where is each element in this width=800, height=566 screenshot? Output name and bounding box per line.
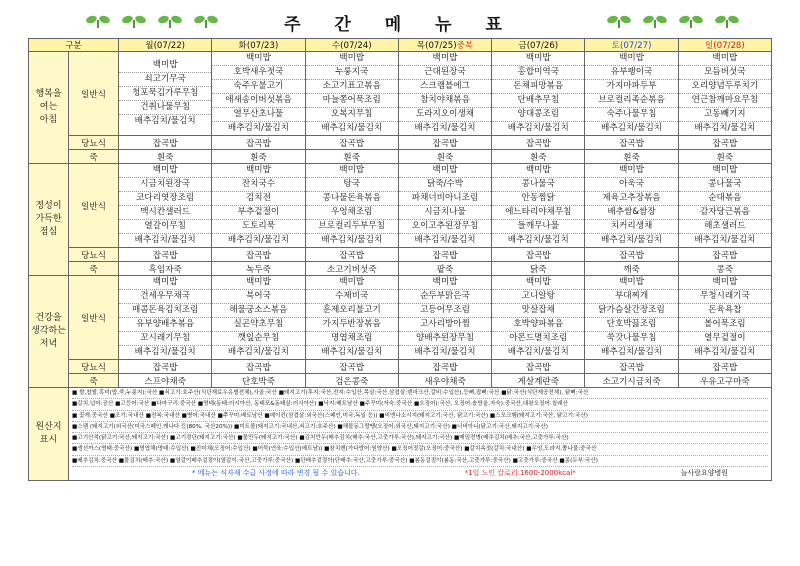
- lunch-diabetic-cell: 잡곡밥: [119, 248, 212, 262]
- menu-item: 배추김치/물김치: [601, 123, 663, 133]
- dinner-porridge-row: [29, 374, 772, 388]
- menu-item: 가지두반장볶음: [306, 318, 398, 332]
- lunch-diabetic-cell: 잡곡밥: [305, 248, 398, 262]
- menu-item: 근대된장국: [399, 66, 491, 80]
- lunch-diabetic-cell: 잡곡밥: [585, 248, 678, 262]
- dinner-diabetic-cell: 잡곡밥: [585, 360, 678, 374]
- origin-label-line: 표시: [39, 435, 58, 446]
- menu-item: 해초샐러드: [679, 220, 771, 234]
- menu-item: 아몬드멸치조림: [492, 332, 584, 346]
- breakfast-porridge-row: [29, 150, 772, 164]
- lunch-diabetic-row: [29, 248, 772, 262]
- menu-item: 백미밥: [679, 276, 771, 290]
- menu-item: 소고기표고볶음: [306, 80, 398, 94]
- menu-item: 시금치된장국: [119, 178, 211, 192]
- lunch-label: [29, 164, 69, 276]
- menu-item: 고니알탕: [492, 290, 584, 304]
- menu-item: 배추김치/물김치: [507, 123, 569, 133]
- lunch-porridge-cell: 녹두죽: [212, 262, 305, 276]
- menu-item: 건세우무채국: [119, 290, 211, 304]
- menu-item: 치커리생채: [585, 220, 677, 234]
- breakfast-label-line: 여는: [39, 102, 58, 112]
- menu-item: 도라지오이생채: [399, 108, 491, 122]
- menu-item: 배추김치/물김치: [134, 347, 196, 357]
- breakfast-menu-cell: [678, 52, 771, 136]
- menu-item: 배추김치/물김치: [414, 347, 476, 357]
- origin-label: [29, 388, 69, 481]
- menu-item: 백미밥: [585, 164, 677, 178]
- menu-item: 백미밥: [212, 52, 304, 66]
- dinner-porridge-cell: 검은콩죽: [305, 374, 398, 388]
- menu-table: [28, 38, 772, 481]
- breakfast-diabetic-cell: 잡곡밥: [212, 136, 305, 150]
- menu-item: 백미밥: [399, 164, 491, 178]
- menu-item: 오리양념두루치기: [679, 80, 771, 94]
- origin-text: [69, 388, 772, 481]
- menu-item: 유부팽이국: [585, 66, 677, 80]
- menu-item: 실곤약초무침: [212, 318, 304, 332]
- menu-item: 연근참깨마요무침: [679, 94, 771, 108]
- menu-item: 도토리묵: [212, 220, 304, 234]
- menu-item: 배추김치/물김치: [507, 347, 569, 357]
- menu-item: 코다리엿장조림: [119, 192, 211, 206]
- menu-item: 숙주나물무침: [585, 108, 677, 122]
- menu-item: 배추김치/물김치: [601, 235, 663, 245]
- dinner-label-line: 건강을: [35, 313, 62, 323]
- breakfast-diabetic-cell: 잡곡밥: [398, 136, 491, 150]
- menu-item: 고동빼기지: [679, 108, 771, 122]
- lunch-porridge-cell: 닭죽: [492, 262, 585, 276]
- breakfast-porridge-cell: 흰죽: [398, 150, 491, 164]
- menu-item: 백미밥: [306, 52, 398, 66]
- menu-item: 깻잎순무침: [212, 332, 304, 346]
- lunch-porridge-cell: 팥죽: [398, 262, 491, 276]
- breakfast-diabetic-cell: 잡곡밥: [305, 136, 398, 150]
- breakfast-menu-cell: [119, 52, 212, 136]
- origin-label-line: 원산지: [35, 422, 62, 433]
- dinner-diabetic-label: 당뇨식: [69, 360, 119, 374]
- breakfast-label-line: 행복을: [35, 89, 62, 99]
- menu-item: 꼬시래기무침: [119, 332, 211, 346]
- sprout-icon: [606, 14, 632, 28]
- dinner-porridge-cell: 새우야채죽: [398, 374, 491, 388]
- menu-item: 우엉채조림: [306, 206, 398, 220]
- dinner-porridge-cell: 소고기시금치죽: [585, 374, 678, 388]
- hospital-name: 늘사랑요양병원: [680, 469, 728, 478]
- menu-item: 가지마파두부: [585, 80, 677, 94]
- menu-item: 콩나물돈육볶음: [306, 192, 398, 206]
- breakfast-porridge-cell: 흰죽: [492, 150, 585, 164]
- menu-item: 순두부맑은국: [399, 290, 491, 304]
- menu-item: 애새송이버섯볶음: [212, 94, 304, 108]
- lunch-porridge-cell: 콩죽: [678, 262, 771, 276]
- dinner-diabetic-cell: 잡곡밥: [678, 360, 771, 374]
- breakfast-label: [29, 52, 69, 164]
- dinner-diabetic-cell: 잡곡밥: [305, 360, 398, 374]
- lunch-diabetic-cell: 잡곡밥: [398, 248, 491, 262]
- menu-item: 숙주우불고기: [212, 80, 304, 94]
- lunch-regular-label: 일반식: [69, 164, 119, 248]
- menu-item: 호박새우젓국: [212, 66, 304, 80]
- origin-line: ■고기산적(닭고기:국산,돼지고기:국산) ■고기경단(돼지고기:국산) ■물만두(돼지고기:국산) ■김치만두(배추김치(배추:국산,고춧가루:국산),돼지고기:국산) ■메밀전병(배추김치(배추:국산,고춧가루:국산): [72, 433, 768, 444]
- menu-item: 백미밥: [212, 164, 304, 178]
- lunch-menu-cell: [119, 164, 212, 248]
- breakfast-porridge-label: 죽: [69, 150, 119, 164]
- menu-item: 돈육욕찹: [679, 304, 771, 318]
- menu-item: 쑥갓나물무침: [585, 332, 677, 346]
- header-day-sun: 일(07/28): [678, 39, 771, 52]
- menu-item: 닭가슴살간장조림: [585, 304, 677, 318]
- dinner-label-line: 저녁: [39, 339, 58, 349]
- lunch-porridge-cell: 흑임자죽: [119, 262, 212, 276]
- lunch-menu-cell: [398, 164, 491, 248]
- menu-item: 백미밥: [212, 276, 304, 290]
- menu-item: 시금치나물: [399, 206, 491, 220]
- menu-item: 무청시래기국: [679, 290, 771, 304]
- breakfast-menu-cell: [305, 52, 398, 136]
- lunch-diabetic-cell: 잡곡밥: [212, 248, 305, 262]
- menu-item: 매콤돈육김치조림: [119, 304, 211, 318]
- menu-item: 부대찌개: [585, 290, 677, 304]
- menu-item: 배추쌈&쌈장: [585, 206, 677, 220]
- menu-item: 배추김치/물김치: [321, 347, 383, 357]
- menu-item: 맥시칸샐러드: [119, 206, 211, 220]
- lunch-porridge-row: [29, 262, 772, 276]
- menu-item: 훈제오리불고기: [306, 304, 398, 318]
- breakfast-porridge-cell: 흰죽: [678, 150, 771, 164]
- lunch-regular-row: [29, 164, 772, 248]
- menu-item: 배추김치/물김치: [414, 123, 476, 133]
- dinner-menu-cell: [492, 276, 585, 360]
- origin-line: ■생선까스(명태:중국산) ■명엽채(명태:수입산) ■진미채(오징어:수입산) ■어묵(연육:수입산(베트남)) ■참치캔(가다랑어:원양산) ■오징어젓갈(오징어:중국산) ■갈치속젓(갈치:국내산) ■우엉,도라지,쫄나물:중국산: [72, 444, 768, 455]
- dinner-menu-cell: [585, 276, 678, 360]
- menu-item: 호박양파볶음: [492, 318, 584, 332]
- origin-line: ■스팸 (돼지고기(외국산(미국스페인,캐나다 등)80%, 국산20%)) ■미트볼(돼지고기:국내산,쇠고기:호주산) ■해물동그랑땡(오징어:외국산,돼지고기:국산) ■너비아니(닭고기:국산,돼지고기:국산): [72, 422, 768, 433]
- menu-item: 홍합미역국: [492, 66, 584, 80]
- menu-item: 명엽채조림: [306, 332, 398, 346]
- menu-item: 잔치국수: [212, 178, 304, 192]
- menu-item: 배추김치/물김치: [694, 235, 756, 245]
- breakfast-diabetic-cell: 잡곡밥: [119, 136, 212, 150]
- lunch-menu-cell: [678, 164, 771, 248]
- breakfast-diabetic-cell: 잡곡밥: [678, 136, 771, 150]
- header-day-mon: 월(07/22): [119, 39, 212, 52]
- menu-item: 건취나물무침: [119, 101, 211, 115]
- menu-item: 배추김치/물김치: [694, 123, 756, 133]
- menu-item: 브로컬리두부무침: [306, 220, 398, 234]
- page-title: 주 간 메 뉴 표: [284, 15, 516, 35]
- menu-item: 수제비국: [306, 290, 398, 304]
- menu-item: 아욱국: [585, 178, 677, 192]
- dinner-menu-cell: [119, 276, 212, 360]
- calorie-note: *1일 노인 칼로리:1600-2000kcal*: [464, 469, 576, 478]
- dinner-menu-cell: [398, 276, 491, 360]
- footer-notes: [72, 467, 768, 480]
- lunch-label-line: 정성이: [35, 201, 62, 211]
- lunch-menu-cell: [585, 164, 678, 248]
- menu-item: 단배추무침: [492, 94, 584, 108]
- menu-item: 청포묵김가루무침: [119, 87, 211, 101]
- sprout-icon: [714, 14, 740, 28]
- menu-item: 고등어무조림: [399, 304, 491, 318]
- lunch-diabetic-label: 당뇨식: [69, 248, 119, 262]
- dinner-porridge-cell: 게살계란죽: [492, 374, 585, 388]
- lunch-porridge-cell: 깨죽: [585, 262, 678, 276]
- lunch-porridge-label: 죽: [69, 262, 119, 276]
- dinner-label: [29, 276, 69, 388]
- breakfast-diabetic-cell: 잡곡밥: [492, 136, 585, 150]
- lunch-menu-cell: [492, 164, 585, 248]
- breakfast-diabetic-row: [29, 136, 772, 150]
- menu-item: 모듬버섯국: [679, 66, 771, 80]
- header-row: [29, 39, 772, 52]
- menu-item: 볼어묵조림: [679, 318, 771, 332]
- dinner-porridge-cell: 스프야채죽: [119, 374, 212, 388]
- menu-item: 배추김치/물김치: [227, 347, 289, 357]
- origin-row: [29, 388, 772, 481]
- menu-item: 순대볶음: [679, 192, 771, 206]
- menu-item: 스크램블에그: [399, 80, 491, 94]
- header-day-tue: 화(07/23): [212, 39, 305, 52]
- breakfast-porridge-cell: 흰죽: [585, 150, 678, 164]
- header-day-sat: 토(07/27): [585, 39, 678, 52]
- menu-item: 맛살잡채: [492, 304, 584, 318]
- menu-item: 백미밥: [585, 276, 677, 290]
- menu-item: 열무산초나물: [212, 108, 304, 122]
- menu-item: 백미밥: [119, 59, 211, 73]
- lunch-menu-cell: [305, 164, 398, 248]
- menu-item: 백미밥: [306, 276, 398, 290]
- lunch-menu-cell: [212, 164, 305, 248]
- dinner-label-line: 생각하는: [31, 326, 66, 336]
- header-day-wed: 수(07/24): [305, 39, 398, 52]
- menu-item: 오이고추된장무침: [399, 220, 491, 234]
- menu-item: 배추김치/물김치: [321, 123, 383, 133]
- menu-item: 마늘쫑어묵조림: [306, 94, 398, 108]
- dinner-porridge-label: 죽: [69, 374, 119, 388]
- dinner-menu-cell: [678, 276, 771, 360]
- menu-item: 백미밥: [492, 276, 584, 290]
- dinner-porridge-cell: 우유고구마죽: [678, 374, 771, 388]
- menu-item: 부추겉절이: [212, 206, 304, 220]
- menu-item: 백미밥: [679, 52, 771, 66]
- breakfast-menu-cell: [398, 52, 491, 136]
- menu-item: 양배추된장무침: [399, 332, 491, 346]
- breakfast-menu-cell: [212, 52, 305, 136]
- dinner-porridge-cell: 단호박죽: [212, 374, 305, 388]
- menu-item: 백미밥: [585, 52, 677, 66]
- origin-line: ■배추김치:중국산 ■물김치(배추:국산) ■열갈이배추겉절이(열갈이:국산,고춧가루:중국산) ■단배추겉절이(단배추:국산,고춧가루:중국산) ■봄동겉절이(봄동:국산,고춧가루:중국산) ■고춧가루:중국산 ■콩(두부:국산): [72, 456, 768, 467]
- menu-item: 콩나물국: [492, 178, 584, 192]
- menu-item: 백미밥: [306, 164, 398, 178]
- menu-item: 오복지무침: [306, 108, 398, 122]
- menu-item: 안동찜닭: [492, 192, 584, 206]
- menu-item: 백미밥: [119, 164, 211, 178]
- breakfast-porridge-cell: 흰죽: [212, 150, 305, 164]
- origin-line: ■ 꽃게:중국산 ■조기:국내산 ■전복:국내산 ■병어:국내산 ■쭈꾸미:베트남산 ■메이킨(삼겹살:외국산(스페인,미국,독일 등)) ■비엔나소시지(돼지고기:국산, 닭고기:국산) ■스모크햄(돼지고기:국산, 닭고기:국산): [72, 411, 768, 422]
- lunch-diabetic-cell: 잡곡밥: [678, 248, 771, 262]
- dinner-menu-cell: [212, 276, 305, 360]
- menu-item: 배추김치/물김치: [414, 235, 476, 245]
- menu-item: 배추김치/물김치: [134, 116, 196, 126]
- menu-item: 누룽지국: [306, 66, 398, 80]
- menu-item: 참치야채볶음: [399, 94, 491, 108]
- breakfast-menu-cell: [585, 52, 678, 136]
- header-gubun: 구분: [29, 39, 119, 52]
- menu-item: 배추김치/물김치: [227, 123, 289, 133]
- menu-item: 배추김치/물김치: [601, 347, 663, 357]
- menu-item: 콩나물국: [679, 178, 771, 192]
- menu-item: 감자당근볶음: [679, 206, 771, 220]
- menu-item: 쇠고기무국: [119, 73, 211, 87]
- lunch-porridge-cell: 소고기버섯죽: [305, 262, 398, 276]
- lunch-label-line: 가득한: [35, 214, 62, 224]
- menu-item: 탕국: [306, 178, 398, 192]
- menu-item: 김치전: [212, 192, 304, 206]
- sprout-icon: [642, 14, 668, 28]
- dinner-menu-cell: [305, 276, 398, 360]
- menu-item: 북어국: [212, 290, 304, 304]
- sprout-icon: [678, 14, 704, 28]
- menu-item: 돈채피망볶음: [492, 80, 584, 94]
- breakfast-menu-cell: [492, 52, 585, 136]
- origin-line: ■ 쌀,찹쌀,흑미(밥,죽,누룽지):국산 ■쇠고기:호주산(식단재료우유별전체),사골:국산 ■돼지고기(후지:국산,전지:수입산,목살:국산,삼겹살:덴마크산,갈비:수입산),등뼈,잡뼈:국산 ■닭:국산(식단제공전체), 닭뼈:국산: [72, 388, 768, 399]
- menu-item: 배추김치/물김치: [134, 235, 196, 245]
- menu-item: 배추김치/물김치: [694, 347, 756, 357]
- sprout-decoration-right: [606, 14, 740, 28]
- header-day-fri: 금(07/26): [492, 39, 585, 52]
- menu-item: 배추김치/물김치: [507, 235, 569, 245]
- change-notice: * 메뉴는 식자재 수급 사정에 따라 변경 될 수 있습니다.: [192, 469, 360, 478]
- menu-item: 제육고추장볶음: [585, 192, 677, 206]
- dinner-diabetic-cell: 잡곡밥: [492, 360, 585, 374]
- breakfast-porridge-cell: 흰죽: [119, 150, 212, 164]
- breakfast-label-line: 아침: [39, 115, 58, 125]
- menu-item: 고사리방아찜: [399, 318, 491, 332]
- menu-item: 파채너비아니조림: [399, 192, 491, 206]
- header-day-thu: 목(07/25)중복: [398, 39, 491, 52]
- origin-line: ■갈치,넙어:공산 ■고등어:국산 ■다마구리:중국산 ■명태(동태:러시아산, 동태포&동태살:러시아산) ■낙지:베트남산 ■주꾸미(자숙:중국산 ■오징어(:국산, 오징어:솔방울,자숙):중국산,대왕오징어:칠레산: [72, 399, 768, 410]
- menu-item: 백미밥: [492, 52, 584, 66]
- breakfast-diabetic-cell: 잡곡밥: [585, 136, 678, 150]
- lunch-label-line: 점심: [39, 227, 58, 237]
- menu-item: 배추김치/물김치: [227, 235, 289, 245]
- holiday-note: 중복: [456, 41, 474, 51]
- menu-item: 유부양배추볶음: [119, 318, 211, 332]
- breakfast-porridge-cell: 흰죽: [305, 150, 398, 164]
- menu-item: 브로컬리족순볶음: [585, 94, 677, 108]
- lunch-diabetic-cell: 잡곡밥: [492, 248, 585, 262]
- menu-item: 백미밥: [399, 52, 491, 66]
- breakfast-regular-row: [29, 52, 772, 136]
- dinner-diabetic-cell: 잡곡밥: [212, 360, 305, 374]
- dinner-diabetic-cell: 잡곡밥: [398, 360, 491, 374]
- dinner-diabetic-cell: 잡곡밥: [119, 360, 212, 374]
- menu-item: 백미밥: [399, 276, 491, 290]
- menu-item: 배추김치/물김치: [321, 235, 383, 245]
- menu-item: 백미밥: [679, 164, 771, 178]
- dinner-regular-label: 일반식: [69, 276, 119, 360]
- menu-item: 양대콩조림: [492, 108, 584, 122]
- menu-item: 단호박끓조림: [585, 318, 677, 332]
- menu-item: 열무겉절이: [679, 332, 771, 346]
- dinner-regular-row: [29, 276, 772, 360]
- menu-item: 들깨무나물: [492, 220, 584, 234]
- dinner-diabetic-row: [29, 360, 772, 374]
- menu-item: 해물궁소스볶음: [212, 304, 304, 318]
- menu-item: 열갈이무침: [119, 220, 211, 234]
- breakfast-regular-label: 일반식: [69, 52, 119, 136]
- menu-item: 에느타리야채무침: [492, 206, 584, 220]
- menu-item: 닭죽/수박: [399, 178, 491, 192]
- breakfast-diabetic-label: 당뇨식: [69, 136, 119, 150]
- menu-item: 백미밥: [119, 276, 211, 290]
- menu-item: 백미밥: [492, 164, 584, 178]
